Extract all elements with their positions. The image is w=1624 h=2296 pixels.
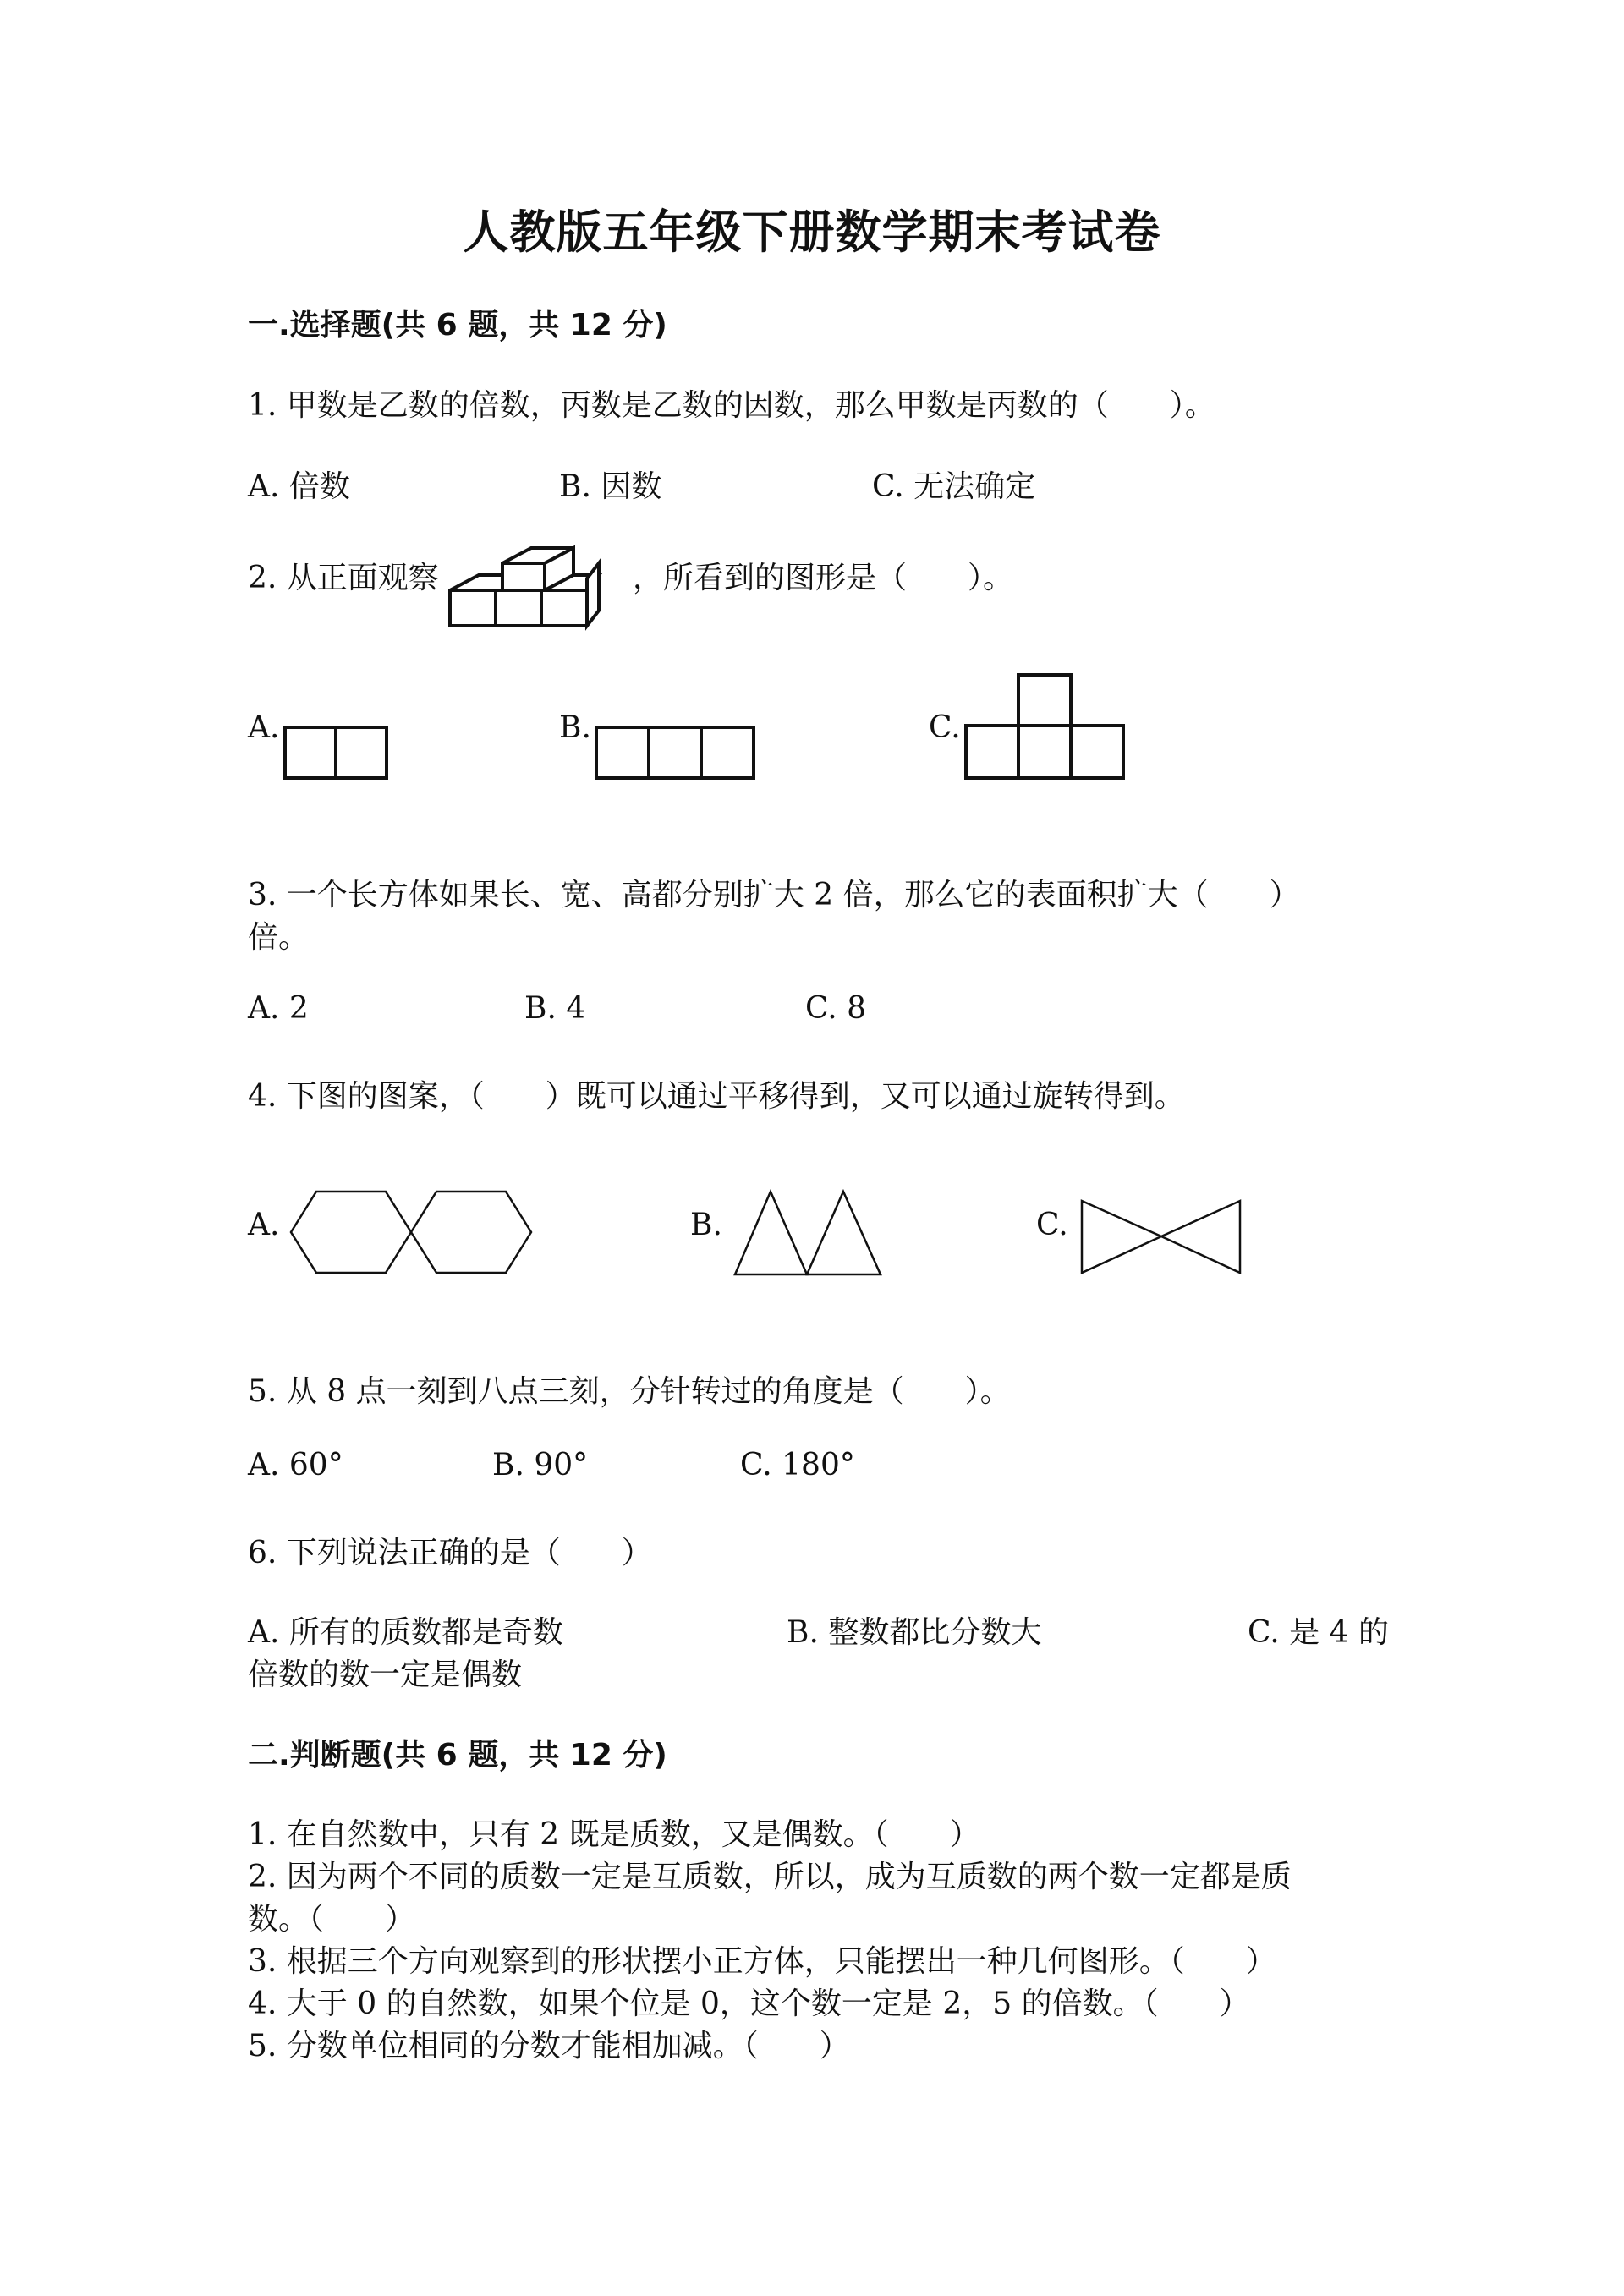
q6-option-a: A. 所有的质数都是奇数 xyxy=(248,1615,563,1650)
question-6-text: 6. 下列说法正确的是（ ） xyxy=(248,1536,652,1570)
q2-option-c: C. xyxy=(929,710,961,745)
q3-option-c: C. 8 xyxy=(805,991,867,1026)
q5-option-c: C. 180° xyxy=(740,1448,855,1482)
q2-option-a: A. xyxy=(248,710,280,745)
q2-option-c-figure xyxy=(963,672,1128,782)
judge-question-2-line-1: 2. 因为两个不同的质数一定是互质数，所以，成为互质数的两个数一定都是质 xyxy=(248,1860,1292,1894)
judge-question-3: 3. 根据三个方向观察到的形状摆小正方体，只能摆出一种几何图形。（ ） xyxy=(248,1944,1276,1979)
page-title: 人教版五年级下册数学期末考试卷 xyxy=(463,205,1161,259)
q5-option-a: A. 60° xyxy=(248,1448,343,1482)
q4-option-c-bowtie xyxy=(1079,1198,1248,1278)
q2-option-b: B. xyxy=(559,710,591,745)
q3-option-a: A. 2 xyxy=(248,991,309,1026)
question-4-text: 4. 下图的图案，（ ）既可以通过平移得到，又可以通过旋转得到。 xyxy=(248,1079,1185,1114)
q4-option-c: C. xyxy=(1036,1208,1068,1242)
q1-option-c: C. 无法确定 xyxy=(872,469,1036,504)
q4-option-a: A. xyxy=(248,1208,280,1242)
q6-option-b: B. 整数都比分数大 xyxy=(787,1615,1042,1650)
judge-question-4: 4. 大于 0 的自然数，如果个位是 0，这个数一定是 2，5 的倍数。（ ） xyxy=(248,1986,1250,2021)
judge-question-5: 5. 分数单位相同的分数才能相加减。（ ） xyxy=(248,2029,850,2063)
judge-question-2-line-2: 数。（ ） xyxy=(248,1902,416,1937)
question-1-text: 1. 甲数是乙数的倍数，丙数是乙数的因数，那么甲数是丙数的（ ）。 xyxy=(248,388,1215,423)
q4-option-a-hexagons xyxy=(288,1188,541,1281)
judge-question-1: 1. 在自然数中，只有 2 既是质数，又是偶数。（ ） xyxy=(248,1817,980,1852)
question-3-line-1: 3. 一个长方体如果长、宽、高都分别扩大 2 倍，那么它的表面积扩大（ ） xyxy=(248,878,1300,912)
section-heading-choice: 一.选择题(共 6 题，共 12 分) xyxy=(248,308,667,342)
q2-option-a-figure xyxy=(283,725,392,782)
question-3-line-2: 倍。 xyxy=(248,920,310,955)
question-2-text-before: 2. 从正面观察 xyxy=(248,561,439,595)
q1-option-a: A. 倍数 xyxy=(248,469,350,504)
q2-option-b-figure xyxy=(594,725,759,782)
q5-option-b: B. 90° xyxy=(492,1448,589,1482)
q6-option-c: C. 是 4 的 xyxy=(1248,1615,1389,1650)
question-5-text: 5. 从 8 点一刻到八点三刻，分针转过的角度是（ ）。 xyxy=(248,1374,1011,1409)
q4-option-b: B. xyxy=(690,1208,722,1242)
q1-option-b: B. 因数 xyxy=(559,469,662,504)
q6-option-c-continued: 倍数的数一定是偶数 xyxy=(248,1658,523,1692)
section-heading-judge: 二.判断题(共 6 题，共 12 分) xyxy=(248,1738,667,1773)
q4-option-b-triangles xyxy=(732,1188,888,1281)
question-2-text-after: ，所看到的图形是（ ）。 xyxy=(633,561,1014,595)
q2-solid-figure xyxy=(448,541,605,630)
q3-option-b: B. 4 xyxy=(524,991,586,1026)
